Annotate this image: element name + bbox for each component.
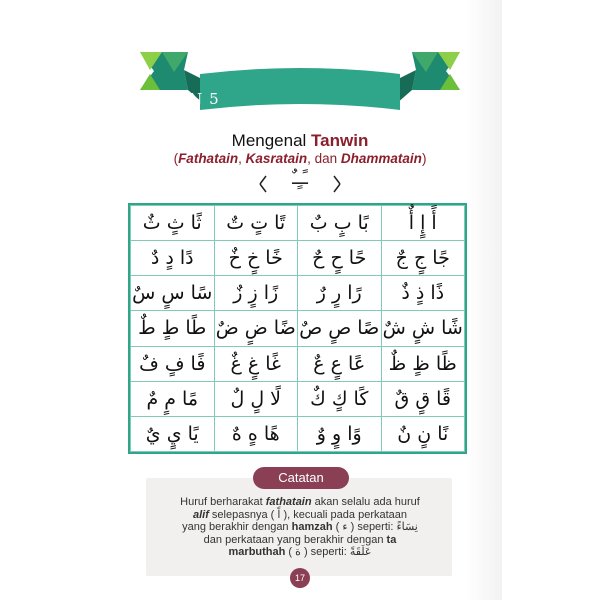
banner-ribbon bbox=[140, 40, 460, 120]
table-row bbox=[131, 206, 465, 241]
table-cell: بًا بٍ بٌ bbox=[298, 206, 382, 241]
table-cell: تًا تٍ تٌ bbox=[214, 206, 298, 241]
heading-prefix: Mengenal bbox=[231, 131, 312, 150]
table-cell: ضًا ضٍ ضٌ bbox=[214, 311, 298, 346]
subheading-close: ) bbox=[421, 151, 427, 166]
table-cell: مًا مٍ مٌ bbox=[131, 381, 215, 416]
table-cell: طًا طٍ طٌ bbox=[131, 311, 215, 346]
note-text bbox=[156, 496, 444, 559]
table-cell: خًا خٍ خٌ bbox=[214, 241, 298, 276]
table-row bbox=[131, 311, 465, 346]
note-text-2: selepasnya ( اً ), kecuali pada perkataan bbox=[208, 508, 408, 521]
table-cell: أً إٍ أٌ bbox=[381, 206, 465, 241]
page-subheading bbox=[140, 151, 460, 166]
note-text-5: ( ة ) seperti: عَلَقَةً bbox=[285, 546, 372, 558]
heading-bold: Tanwin bbox=[311, 131, 369, 150]
table-cell: نًا نٍ نٌ bbox=[381, 416, 465, 451]
table-row bbox=[131, 346, 465, 381]
subheading-kasratain: Kasratain bbox=[245, 151, 308, 166]
table-cell: وًا وٍ وٌ bbox=[298, 416, 382, 451]
note-alif: alif bbox=[192, 508, 209, 521]
table-cell: عًا عٍ عٌ bbox=[298, 346, 382, 381]
subheading-open: ( bbox=[173, 151, 179, 166]
table-cell: رًا رٍ رٌ bbox=[298, 276, 382, 311]
table-cell: ظًا ظٍ ظٌ bbox=[381, 346, 465, 381]
table-cell: يًا يٍ يٌ bbox=[131, 416, 215, 451]
table-cell: دًا دٍ دٌ bbox=[131, 241, 215, 276]
table-cell: فًا فٍ فٌ bbox=[131, 346, 215, 381]
page-number: 17 bbox=[290, 568, 310, 588]
tanwin-marks: ـًـٍـٌ bbox=[292, 168, 308, 189]
subheading-fathatain: Fathatain bbox=[178, 151, 239, 166]
note-text-3c: ( ء ) seperti: نِسَاءً bbox=[332, 521, 418, 533]
table-cell: غًا غٍ غٌ bbox=[214, 346, 298, 381]
note-marbuthah: marbuthah bbox=[228, 546, 286, 558]
table-row bbox=[131, 276, 465, 311]
note-hamzah: hamzah bbox=[291, 521, 333, 533]
subheading-sep1: , bbox=[238, 151, 246, 166]
lesson-title: PELAJARAN 5 bbox=[100, 90, 220, 108]
note-text-3: yang berakhir dengan bbox=[182, 521, 292, 533]
table-row bbox=[131, 381, 465, 416]
page-heading bbox=[140, 131, 460, 151]
note-text-1: Huruf berharakat bbox=[180, 496, 266, 508]
table-cell: شًا شٍ شٌ bbox=[381, 311, 465, 346]
page-edge-shadow bbox=[466, 0, 502, 600]
note-ta: ta bbox=[386, 533, 397, 546]
table-cell: جًا جٍ جٌ bbox=[381, 241, 465, 276]
table-row bbox=[131, 416, 465, 451]
table-cell: زًا زٍ زٌ bbox=[214, 276, 298, 311]
letter-table bbox=[128, 203, 467, 454]
table-cell: قًا قٍ قٌ bbox=[381, 381, 465, 416]
table-cell: ثًا ثٍ ثٌ bbox=[131, 206, 215, 241]
note-fathatain: fathatain bbox=[265, 496, 312, 508]
table-cell: سًا سٍ سٌ bbox=[131, 276, 215, 311]
table-cell: كًا كٍ كٌ bbox=[298, 381, 382, 416]
note-tag: Catatan bbox=[253, 467, 349, 489]
table-cell: ذًا ذٍ ذٌ bbox=[381, 276, 465, 311]
subheading-sep2: , dan bbox=[307, 151, 341, 166]
table-cell: لًا لٍ لٌ bbox=[214, 381, 298, 416]
note-text-4: dan perkataan yang berakhir dengan bbox=[203, 533, 387, 546]
subheading-dhammatain: Dhammatain bbox=[340, 151, 422, 166]
note-text-1b: akan selalu ada huruf bbox=[311, 496, 420, 508]
table-cell: هًا هٍ هٌ bbox=[214, 416, 298, 451]
table-cell: صًا صٍ صٌ bbox=[298, 311, 382, 346]
table-cell: حًا حٍ حٌ bbox=[298, 241, 382, 276]
table-row bbox=[131, 241, 465, 276]
